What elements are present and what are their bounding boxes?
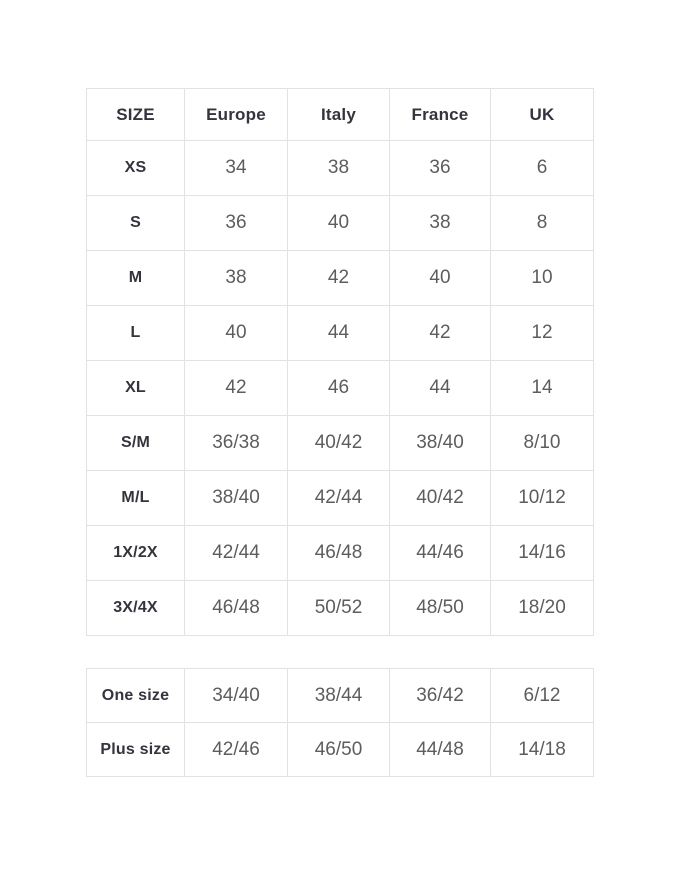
column-header-uk: UK <box>491 89 594 141</box>
size-label: XS <box>87 141 185 196</box>
table-row-m <box>87 251 594 306</box>
size-cell: 18/20 <box>491 581 594 636</box>
size-cell: 38/44 <box>288 669 390 723</box>
size-cell: 6 <box>491 141 594 196</box>
size-cell: 46/48 <box>185 581 288 636</box>
table-row-xs <box>87 141 594 196</box>
size-cell: 42/44 <box>288 471 390 526</box>
header-row <box>87 89 594 141</box>
size-cell: 12 <box>491 306 594 361</box>
size-cell: 34/40 <box>185 669 288 723</box>
size-cell: 14/16 <box>491 526 594 581</box>
size-cell: 14/18 <box>491 723 594 777</box>
table-row-ml <box>87 471 594 526</box>
size-cell: 44/46 <box>390 526 491 581</box>
table-row-s <box>87 196 594 251</box>
size-cell: 36 <box>185 196 288 251</box>
table-row-l <box>87 306 594 361</box>
size-label: M/L <box>87 471 185 526</box>
table-row-1x2x <box>87 526 594 581</box>
size-cell: 42 <box>288 251 390 306</box>
size-cell: 40/42 <box>390 471 491 526</box>
column-header-france: France <box>390 89 491 141</box>
size-cell: 40 <box>390 251 491 306</box>
size-cell: 38 <box>390 196 491 251</box>
size-cell: 14 <box>491 361 594 416</box>
size-label: S <box>87 196 185 251</box>
size-cell: 36/42 <box>390 669 491 723</box>
column-header-size: SIZE <box>87 89 185 141</box>
size-cell: 42/46 <box>185 723 288 777</box>
size-cell: 38 <box>185 251 288 306</box>
size-label: 1X/2X <box>87 526 185 581</box>
size-cell: 42 <box>390 306 491 361</box>
column-header-italy: Italy <box>288 89 390 141</box>
table-row-one-size <box>87 669 594 723</box>
table-row-sm <box>87 416 594 471</box>
size-conversion-table <box>86 88 594 636</box>
size-cell: 40/42 <box>288 416 390 471</box>
size-cell: 38 <box>288 141 390 196</box>
size-cell: 36 <box>390 141 491 196</box>
size-label: One size <box>87 669 185 723</box>
table-row-plus-size <box>87 723 594 777</box>
size-cell: 8/10 <box>491 416 594 471</box>
size-cell: 46 <box>288 361 390 416</box>
size-cell: 34 <box>185 141 288 196</box>
column-header-europe: Europe <box>185 89 288 141</box>
size-label: Plus size <box>87 723 185 777</box>
size-label: XL <box>87 361 185 416</box>
special-sizes-table <box>86 668 594 777</box>
size-label: L <box>87 306 185 361</box>
size-cell: 6/12 <box>491 669 594 723</box>
size-cell: 42/44 <box>185 526 288 581</box>
size-cell: 40 <box>185 306 288 361</box>
size-cell: 44 <box>288 306 390 361</box>
table-row-3x4x <box>87 581 594 636</box>
size-cell: 38/40 <box>185 471 288 526</box>
size-cell: 40 <box>288 196 390 251</box>
size-cell: 46/50 <box>288 723 390 777</box>
size-label: M <box>87 251 185 306</box>
size-cell: 36/38 <box>185 416 288 471</box>
size-label: S/M <box>87 416 185 471</box>
size-label: 3X/4X <box>87 581 185 636</box>
size-cell: 46/48 <box>288 526 390 581</box>
size-cell: 10 <box>491 251 594 306</box>
size-cell: 48/50 <box>390 581 491 636</box>
size-cell: 50/52 <box>288 581 390 636</box>
size-cell: 38/40 <box>390 416 491 471</box>
size-cell: 42 <box>185 361 288 416</box>
table-row-xl <box>87 361 594 416</box>
size-cell: 10/12 <box>491 471 594 526</box>
size-cell: 44/48 <box>390 723 491 777</box>
size-cell: 44 <box>390 361 491 416</box>
size-cell: 8 <box>491 196 594 251</box>
